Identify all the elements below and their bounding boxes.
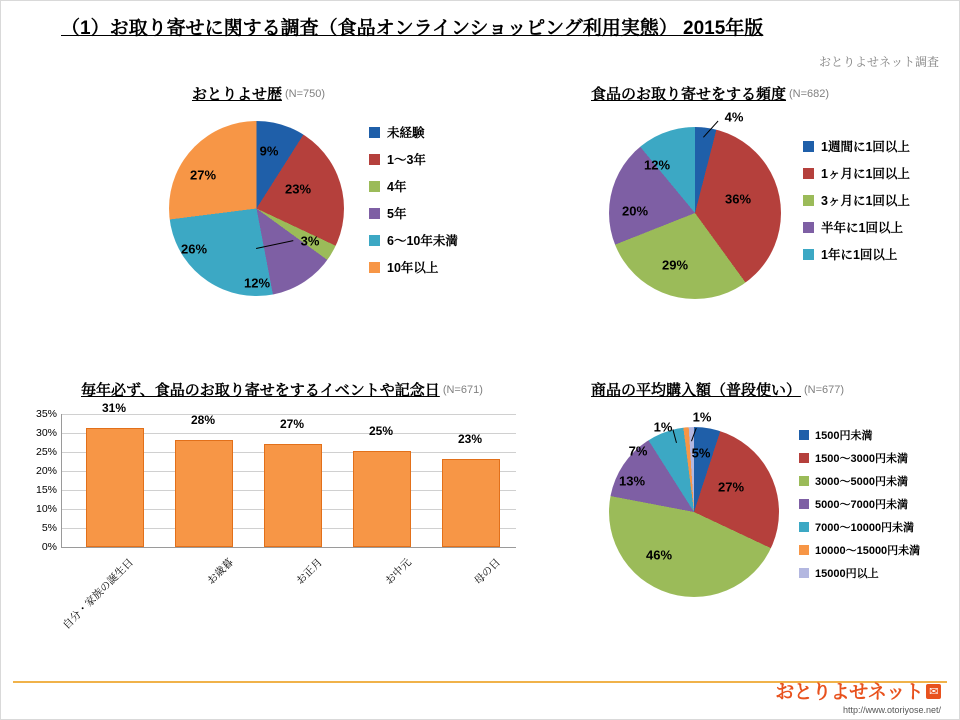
chart1-title: おとりよせ歴 (N=750) [191,86,326,103]
chart2-legend [803,137,910,272]
legend-item [803,137,910,155]
ytick-1: 5% [41,522,57,534]
legend-swatch-icon [799,568,809,578]
legend-item [803,191,910,209]
legend-swatch-icon [799,522,809,532]
chart-panel-frequency [591,83,956,313]
chart3-area [21,401,541,632]
legend-item [799,450,920,466]
bar-value-4: 23% [457,432,483,446]
xcat-2: お正月 [294,556,325,588]
legend-swatch-icon [369,262,380,273]
chart3-title: 毎年必ず、食品のお取り寄せをするイベントや記念日 (N=671) [81,382,483,399]
chart1-label-2: 3% [300,233,320,249]
legend-label: 6～10年未満 [387,234,458,248]
legend-label: 半年に1回以上 [821,221,903,235]
chart1-label-1: 23% [284,181,312,197]
brand-badge-icon: ✉ [926,684,941,699]
brand-url: http://www.otoriyose.net/ [842,705,941,715]
chart4-label-1: 27% [717,479,745,495]
chart4-label-6: 1% [692,409,712,425]
legend-item [369,231,458,249]
chart4-label-3: 13% [618,473,646,489]
legend-item [799,496,920,512]
legend-item [369,177,458,195]
legend-label: 4年 [387,180,407,194]
brand-name: おとりよせネット ✉ [775,677,941,704]
bar-value-2: 27% [279,417,305,431]
legend-swatch-icon [369,127,380,138]
legend-item [799,519,920,535]
ytick-7: 35% [35,408,57,420]
chart4-legend [799,427,920,588]
chart-panel-events [21,379,541,632]
legend-item [369,204,458,222]
ytick-5: 25% [35,446,57,458]
legend-swatch-icon [799,499,809,509]
legend-label: 15000円以上 [815,568,879,580]
chart2-label-3: 20% [621,203,649,219]
bar-0 [86,428,144,547]
chart1-label-4: 26% [180,241,208,257]
chart2-label-2: 29% [661,257,689,273]
legend-item [369,258,458,276]
chart1-label-3: 12% [243,275,271,291]
legend-item [369,123,458,141]
brand-logo[interactable] [775,677,941,715]
gridline [62,414,516,415]
legend-label: 1500～3000円未満 [815,453,908,465]
legend-label: 1ヶ月に1回以上 [821,167,910,181]
xcat-4: 母の日 [472,556,503,588]
legend-label: 未経験 [387,126,425,140]
legend-label: 5000～7000円未満 [815,499,908,511]
legend-item [803,245,910,263]
chart4-label-0: 5% [691,445,711,461]
legend-swatch-icon [369,208,380,219]
xcat-1: お歳暮 [205,556,236,588]
legend-item [799,473,920,489]
bar-value-3: 25% [368,424,394,438]
chart1-label-5: 27% [189,167,217,183]
chart4-area [591,405,956,625]
page-title: （1）お取り寄せに関する調査（食品オンラインショッピング利用実態） 2015年版 [61,18,764,39]
legend-label: 3ヶ月に1回以上 [821,194,910,208]
chart2-label-4: 12% [643,157,671,173]
legend-swatch-icon [803,195,814,206]
legend-label: 1～3年 [387,153,426,167]
legend-label: 1週間に1回以上 [821,140,910,154]
chart-panel-otoriyose-history [151,83,521,313]
legend-swatch-icon [799,476,809,486]
legend-label: 1500円未満 [815,430,873,442]
ytick-0: 0% [41,541,57,553]
legend-swatch-icon [803,141,814,152]
legend-swatch-icon [803,222,814,233]
legend-label: 5年 [387,207,407,221]
chart1-legend [369,123,458,285]
legend-swatch-icon [799,453,809,463]
legend-item [803,218,910,236]
legend-swatch-icon [803,168,814,179]
chart4-label-5: 1% [653,419,673,435]
bar-2 [264,444,322,547]
chart4-title: 商品の平均購入額（普段使い） (N=677) [591,382,845,399]
source-note: おとりよせネット調査 [818,55,939,69]
legend-swatch-icon [803,249,814,260]
ytick-3: 15% [35,484,57,496]
xcat-0: 自分・家族の誕生日 [60,556,136,632]
bar-3 [353,451,411,547]
legend-item [799,542,920,558]
legend-swatch-icon [799,545,809,555]
chart2-label-1: 36% [724,191,752,207]
xcat-3: お中元 [383,556,414,588]
chart4-label-2: 46% [645,547,673,563]
legend-item [803,164,910,182]
ytick-6: 30% [35,427,57,439]
chart1-pie-disc [169,121,344,296]
legend-label: 1年に1回以上 [821,248,898,262]
legend-swatch-icon [799,430,809,440]
legend-swatch-icon [369,181,380,192]
legend-label: 10000～15000円未満 [815,545,921,557]
legend-item [369,150,458,168]
chart-panel-average-price [591,379,956,629]
ytick-2: 10% [35,503,57,515]
legend-item [799,427,920,443]
chart1-label-0: 9% [259,143,279,159]
legend-swatch-icon [369,235,380,246]
chart2-title: 食品のお取り寄せをする頻度 (N=682) [591,86,830,103]
bar-1 [175,440,233,547]
ytick-4: 20% [35,465,57,477]
legend-label: 10年以上 [387,261,439,275]
legend-label: 3000～5000円未満 [815,476,908,488]
legend-label: 7000～10000円未満 [815,522,915,534]
chart1-area [151,105,521,305]
chart2-label-0: 4% [724,109,744,125]
chart4-label-4: 7% [628,443,648,459]
legend-item [799,565,920,581]
bar-value-1: 28% [190,413,216,427]
legend-swatch-icon [369,154,380,165]
bar-4 [442,459,500,547]
bar-value-0: 31% [101,401,127,415]
chart2-area [591,107,956,307]
chart3-plot [61,414,516,548]
